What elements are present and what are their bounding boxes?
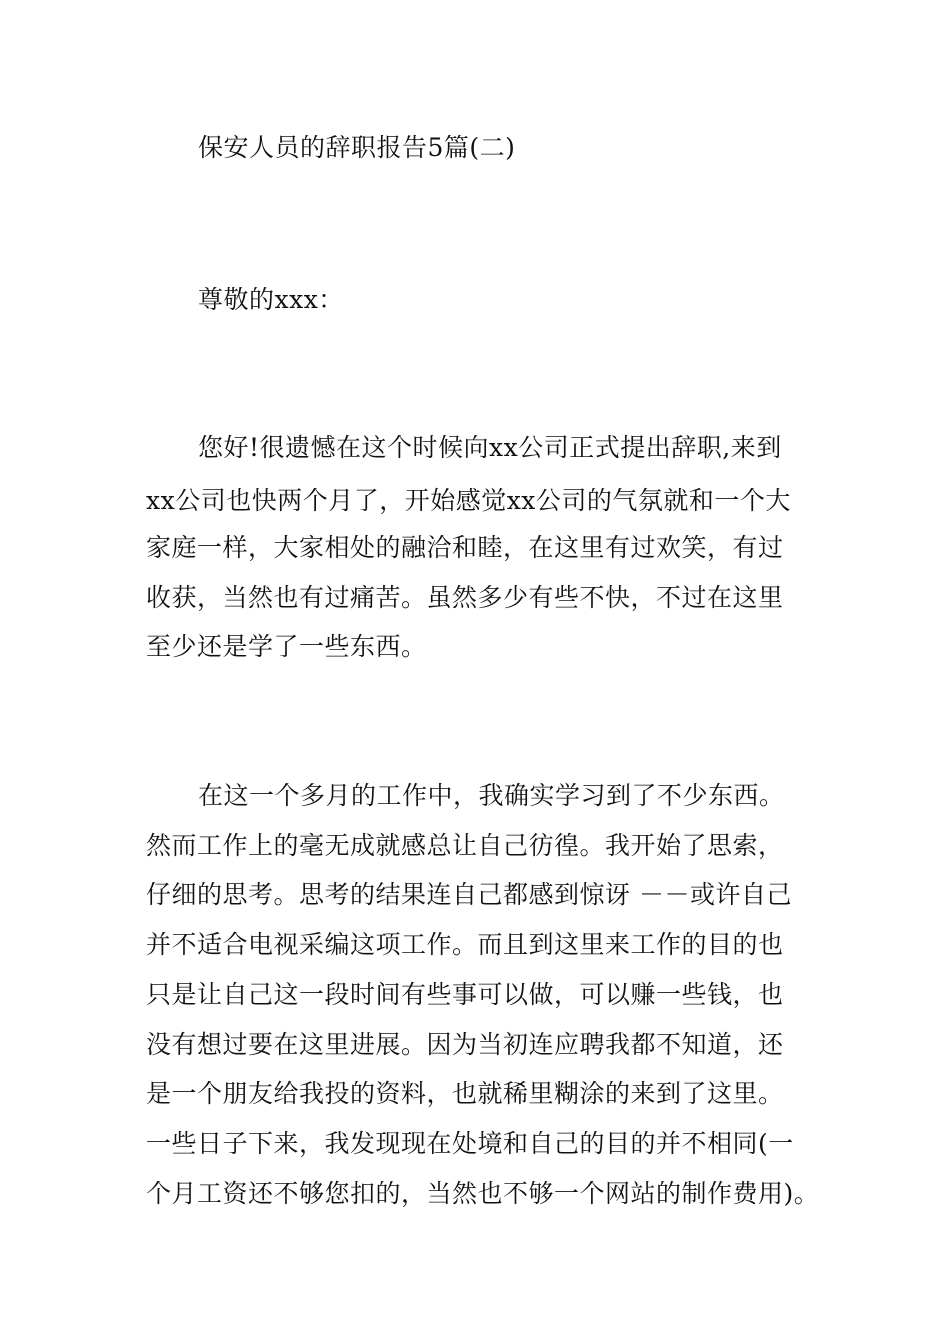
paragraph-line: 在这一个多月的工作中，我确实学习到了不少东西。 [198,781,785,810]
paragraph-line: 一些日子下来，我发现现在处境和自己的目的并不相同(一 [146,1129,794,1158]
paragraph-line: 然而工作上的毫无成就感总让自己彷徨。我开始了思索， [146,831,784,860]
paragraph-line: 并不适合电视采编这项工作。而且到这里来工作的目的也 [146,930,784,959]
paragraph-line: xx公司也快两个月了，开始感觉xx公司的气氛就和一个大 [146,486,791,515]
paragraph-line: 个月工资还不够您扣的，当然也不够一个网站的制作费用)。 [146,1179,820,1208]
paragraph-line: 家庭一样，大家相处的融洽和睦，在这里有过欢笑，有过 [146,533,784,562]
salutation: 尊敬的xxx： [198,285,344,314]
paragraph-line: 没有想过要在这里进展。因为当初连应聘我都不知道，还 [146,1030,784,1059]
paragraph-line: 您好!很遗憾在这个时候向xx公司正式提出辞职,来到 [198,433,782,462]
paragraph-line: 是一个朋友给我投的资料，也就稀里糊涂的来到了这里。 [146,1079,784,1108]
paragraph-line: 仔细的思考。思考的结果连自己都感到惊讶 －－或许自己 [146,880,792,909]
document-title: 保安人员的辞职报告5篇(二) [198,133,516,162]
paragraph-line: 只是让自己这一段时间有些事可以做，可以赚一些钱，也 [146,980,784,1009]
paragraph-line: 至少还是学了一些东西。 [146,632,427,661]
paragraph-line: 收获，当然也有过痛苦。虽然多少有些不快，不过在这里 [146,583,784,612]
